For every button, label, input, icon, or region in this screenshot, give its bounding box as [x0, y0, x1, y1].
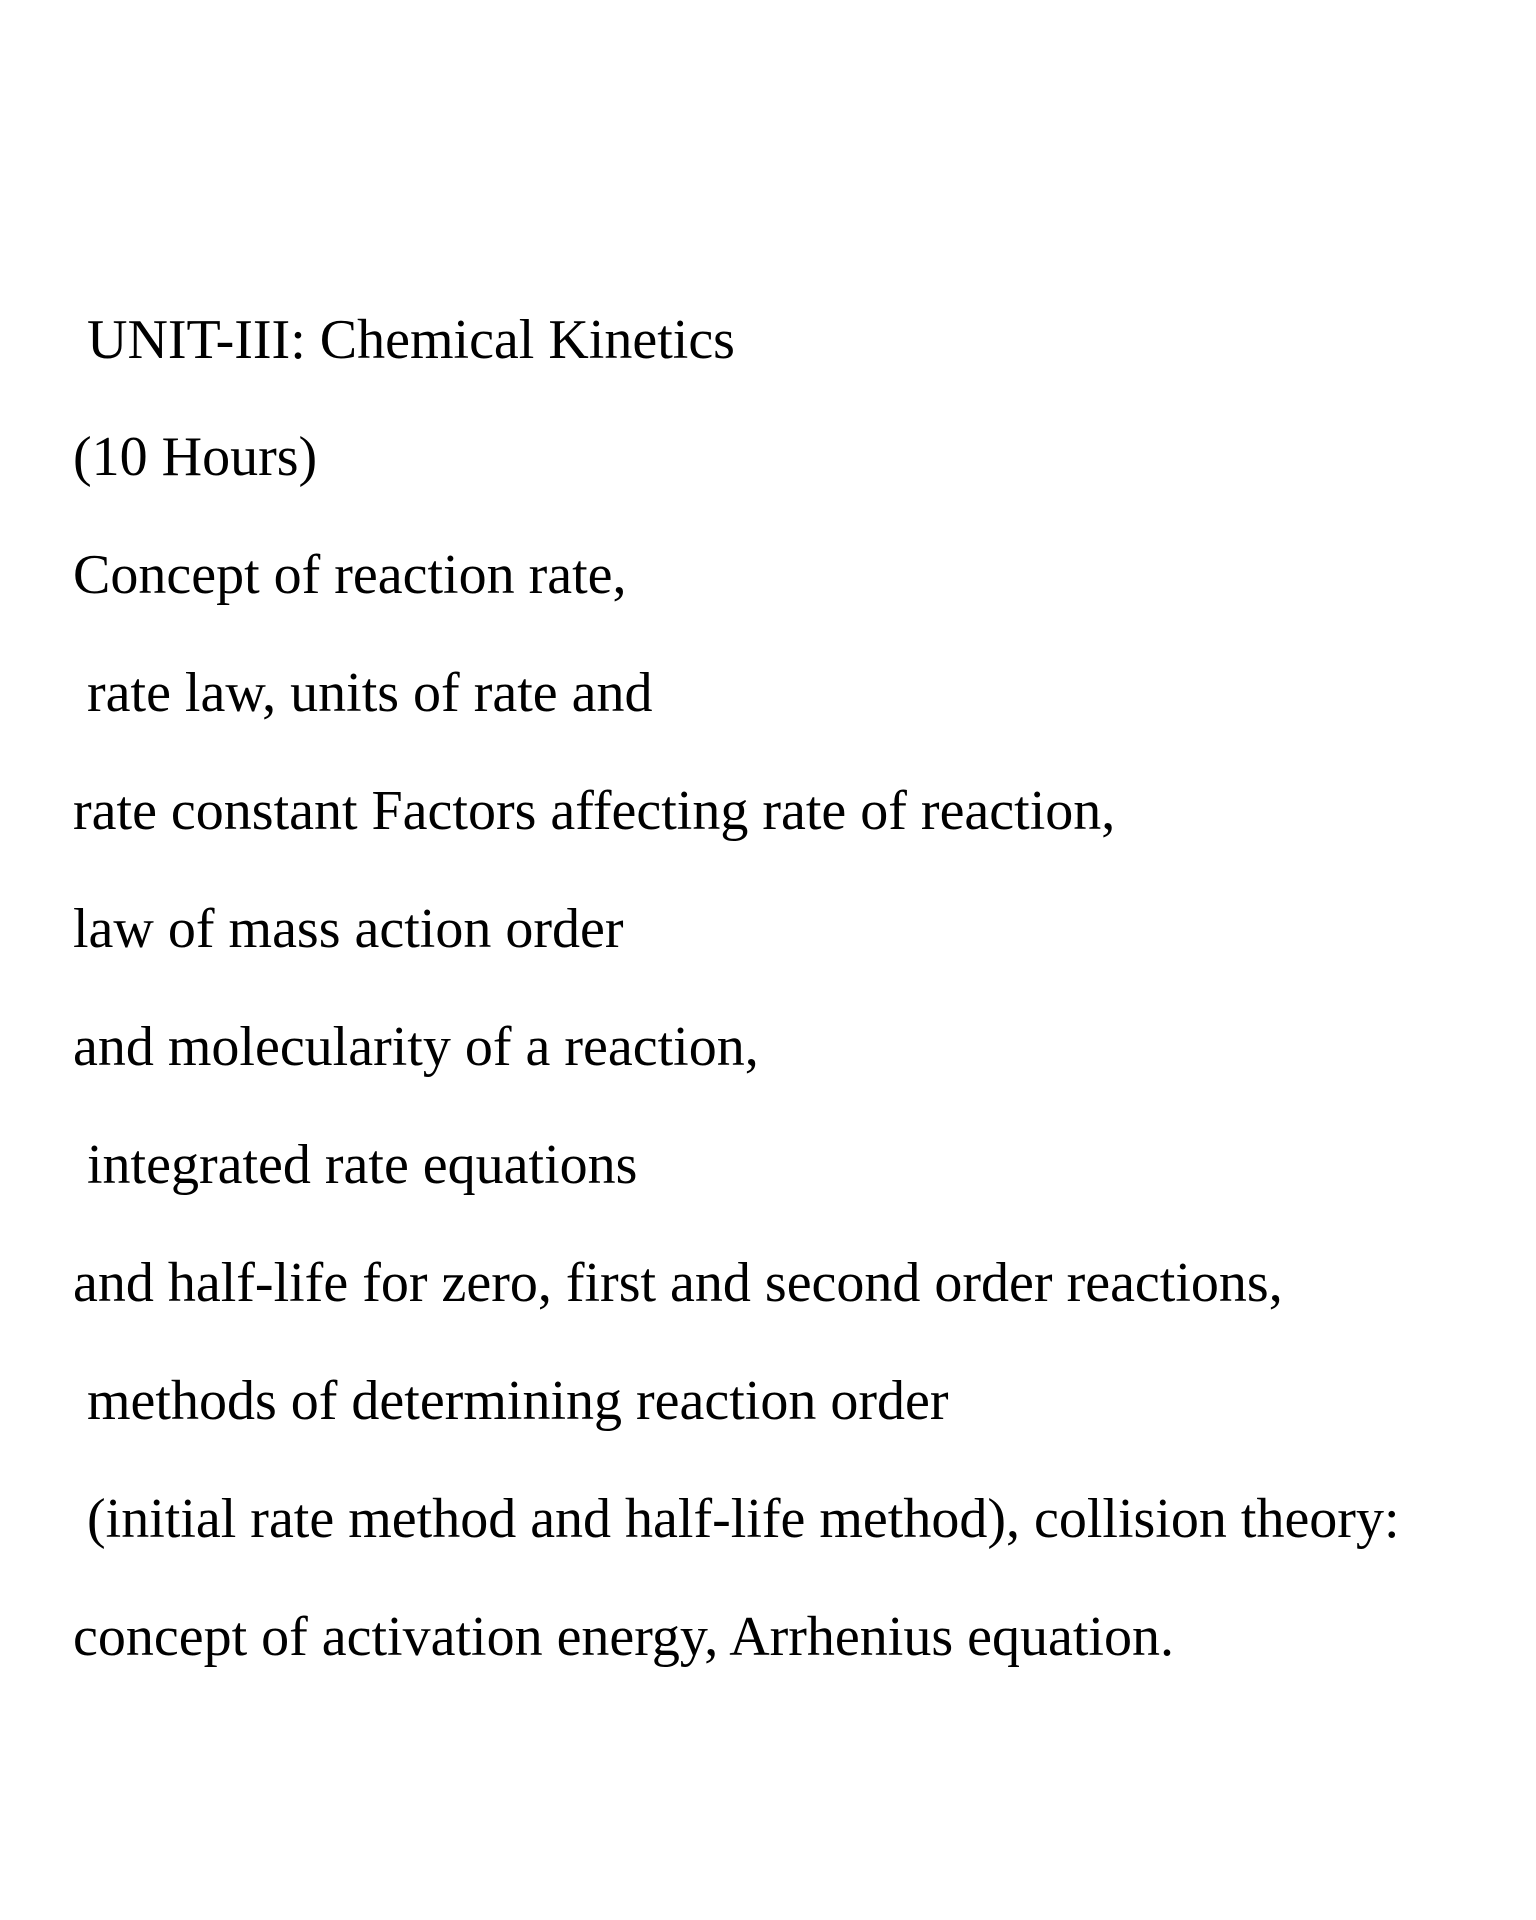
text-line-mass-action: law of mass action order [73, 898, 624, 960]
hours-label: (10 Hours) [73, 426, 318, 488]
text-line-initial-rate: (initial rate method and half-life method), collision theory: [73, 1488, 1400, 1550]
text-line-activation: concept of activation energy, Arrhenius equation. [73, 1606, 1174, 1668]
text-line-integrated: integrated rate equations [73, 1134, 638, 1196]
unit-title: UNIT-III: Chemical Kinetics [73, 309, 735, 371]
text-line-rate-constant: rate constant Factors affecting rate of reaction, [73, 780, 1116, 842]
text-line-molecularity: and molecularity of a reaction, [73, 1016, 759, 1078]
text-line-methods: methods of determining reaction order [73, 1370, 949, 1432]
text-line-half-life: and half-life for zero, first and second order reactions, [73, 1252, 1283, 1314]
text-line-rate-law: rate law, units of rate and [73, 662, 653, 724]
text-line-concept: Concept of reaction rate, [73, 544, 627, 606]
